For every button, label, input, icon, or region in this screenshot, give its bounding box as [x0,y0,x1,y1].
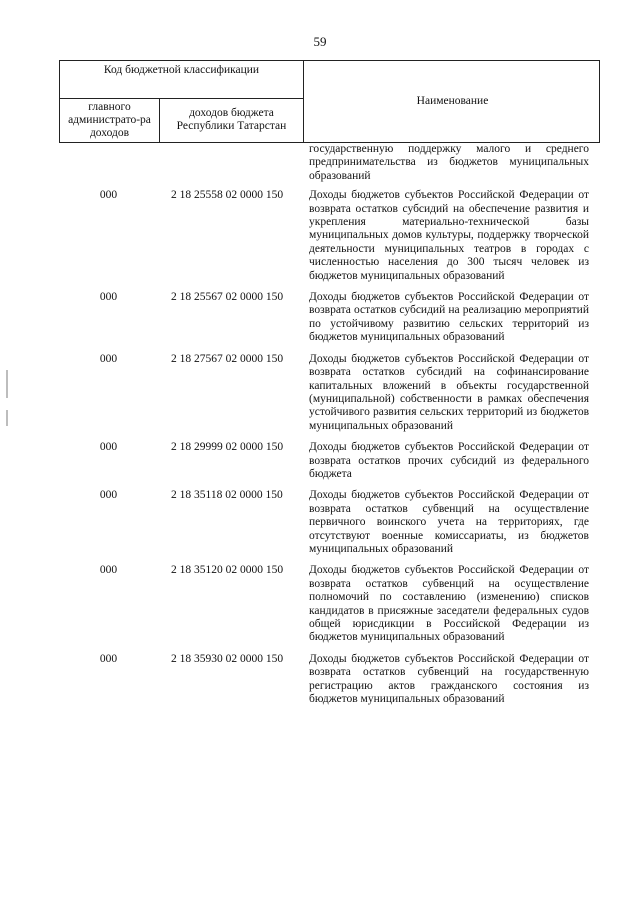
row-admin-code: 000 [99,189,118,202]
header-divider [60,98,303,99]
row-name: государственную поддержку малого и среднего предпринимательства из бюджетов муниципальных образований [309,143,589,182]
table-header [59,60,600,143]
row-admin-code: 000 [99,652,118,665]
table-row [59,291,600,345]
row-name: Доходы бюджетов субъектов Российской Федерации от возврата остатков субсидий на софинансирование капитальных вложений в объекты государственной (муниципальной) собственности в рамках обеспечения устойчивого развития сельских территорий из бюджетов муниципальных образований [309,352,589,432]
header-col-admin: главного администрато-ра доходов [68,101,151,139]
scan-artifact [6,370,8,398]
row-budget-code: 2 18 29999 02 0000 150 [171,441,284,454]
page-number: 59 [313,34,327,49]
row-name: Доходы бюджетов субъектов Российской Федерации от возврата остатков субсидий на обеспечение развития и укрепления материально-технической базы муниципальных домов культуры, поддержку творческой деятельности муниципальных театров в городах с численностью населения до 300 тысяч человек из бюджетов муниципальных образований [309,189,589,282]
row-name: Доходы бюджетов субъектов Российской Федерации от возврата остатков субсидий на реализацию мероприятий по устойчивому развитию сельских территорий из бюджетов муниципальных образований [309,291,589,344]
row-admin-code: 000 [99,441,118,454]
row-admin-code: 000 [99,352,118,365]
table-row [59,353,600,433]
header-col-name: Наименование [416,95,489,107]
row-budget-code: 2 18 27567 02 0000 150 [171,352,284,365]
row-admin-code: 000 [99,489,118,502]
row-budget-code: 2 18 25567 02 0000 150 [171,291,284,304]
row-budget-code: 2 18 35120 02 0000 150 [171,564,284,577]
table-row [59,653,600,707]
row-budget-code: 2 18 35118 02 0000 150 [171,489,283,502]
row-admin-code: 000 [99,564,118,577]
header-col-revenue: доходов бюджета Республики Татарстан [176,107,287,132]
header-code-group: Код бюджетной классификации [103,64,260,76]
table-row [59,564,600,644]
row-name: Доходы бюджетов субъектов Российской Федерации от возврата остатков субвенций на осуществление первичного воинского учета на территориях, где отсутствуют военные комиссариаты, из бюджетов муниципальных образований [309,489,589,555]
table-row [59,441,600,481]
table-row [59,189,600,283]
row-budget-code: 2 18 25558 02 0000 150 [171,189,284,202]
row-name: Доходы бюджетов субъектов Российской Федерации от возврата остатков прочих субсидий из федерального бюджета [309,441,589,480]
row-name: Доходы бюджетов субъектов Российской Федерации от возврата остатков субвенций на государственную регистрацию актов гражданского состояния из бюджетов муниципальных образований [309,652,589,706]
table-row [59,489,600,556]
row-budget-code: 2 18 35930 02 0000 150 [171,652,284,665]
table-body [59,143,600,714]
table-row [59,143,600,183]
row-name: Доходы бюджетов субъектов Российской Федерации от возврата остатков субвенций на осуществление полномочий по составлению (изменению) списков кандидатов в присяжные заседатели федеральных судов общей юрисдикции в Российской Федерации из бюджетов муниципальных образований [309,564,589,644]
scan-artifact [6,410,8,426]
row-admin-code: 000 [99,291,118,304]
